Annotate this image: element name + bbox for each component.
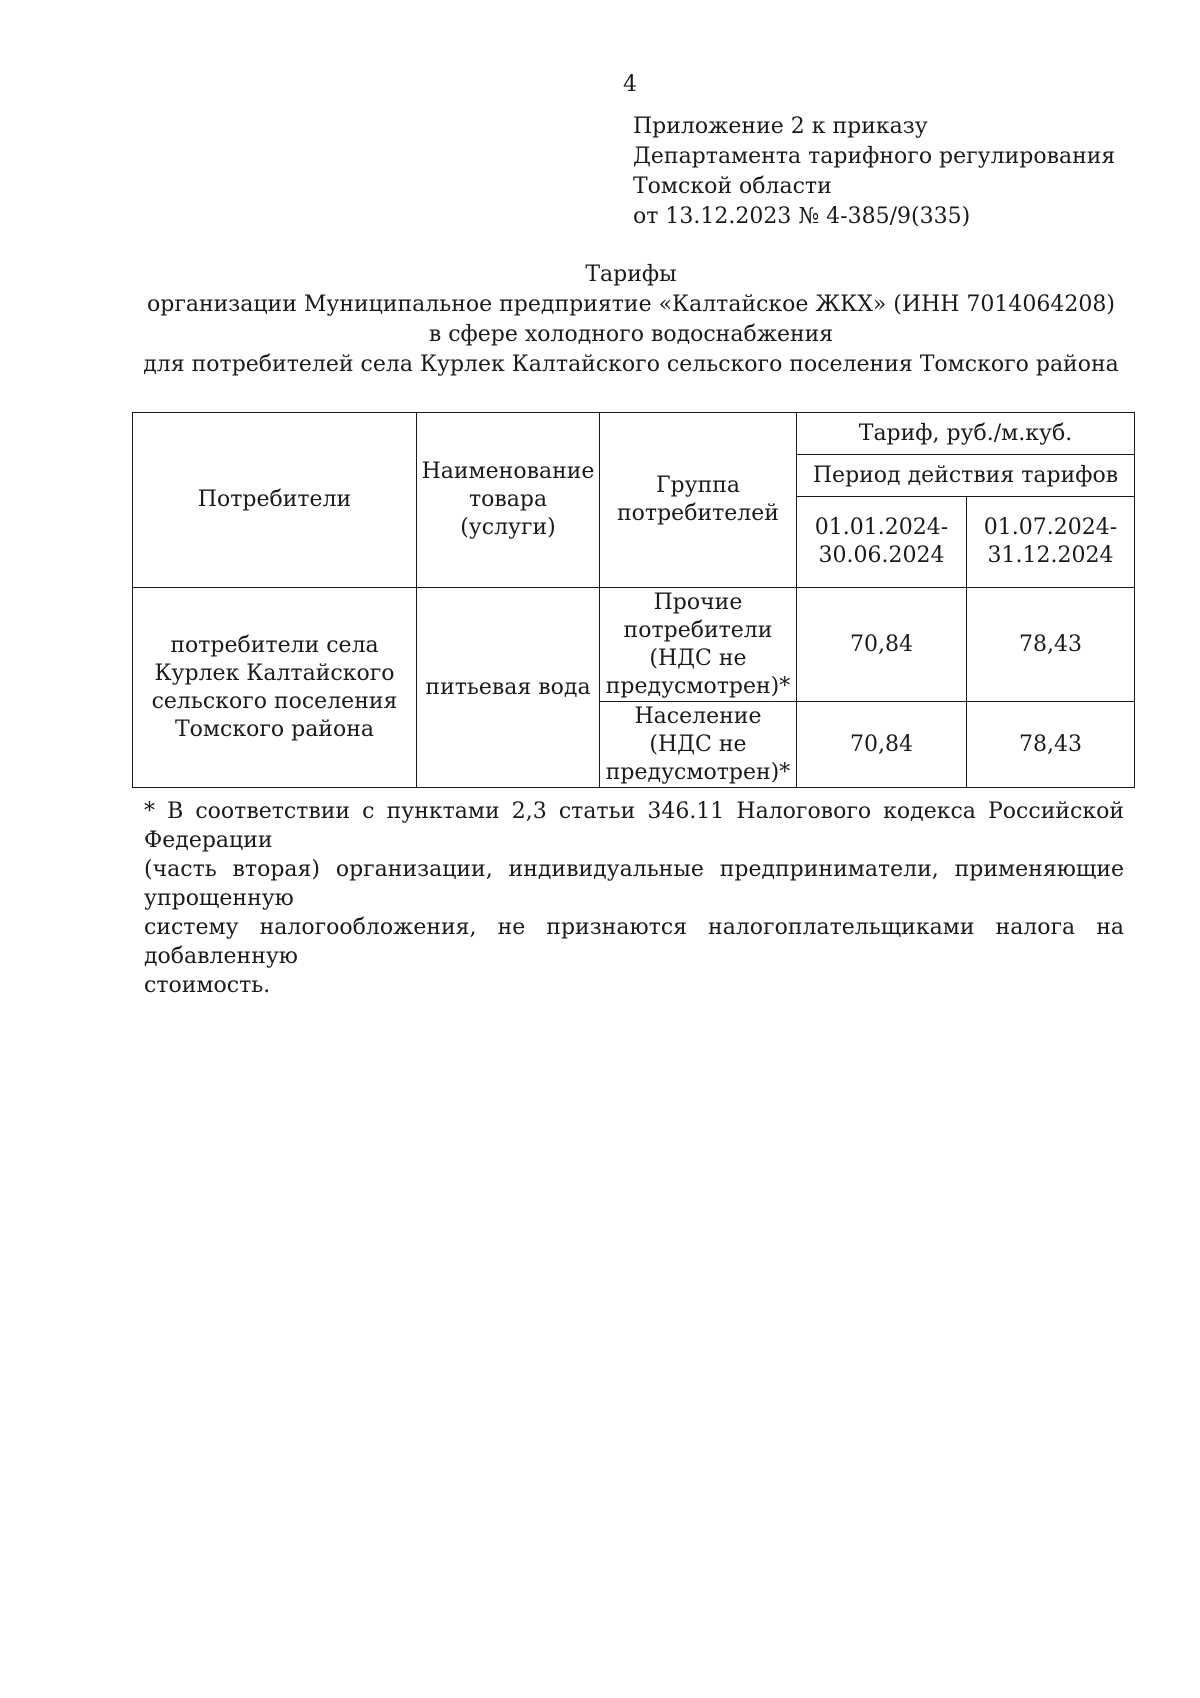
footnote-line: стоимость. bbox=[144, 973, 271, 998]
group-cell-line: (НДС не bbox=[649, 731, 747, 757]
header-period-1-line: 30.06.2024 bbox=[818, 543, 945, 568]
footnote-line: * В соответствии с пунктами 2,3 статьи 346.11 Налогового кодекса Российской Федерации bbox=[144, 799, 1124, 853]
tariff-value: 78,43 bbox=[1019, 631, 1082, 657]
tariff-value: 78,43 bbox=[1019, 731, 1082, 757]
appendix-line: Приложение 2 к приказу bbox=[633, 114, 928, 139]
header-tariff bbox=[797, 413, 1135, 455]
header-group bbox=[600, 413, 797, 588]
title-line: организации Муниципальное предприятие «Калтайское ЖКХ» (ИНН 7014064208) bbox=[147, 292, 1115, 317]
footnote-line: систему налогообложения, не признаются налогоплательщиками налога на добавленную bbox=[144, 915, 1124, 969]
header-period-1 bbox=[797, 497, 967, 588]
document-title bbox=[132, 260, 1130, 380]
tariff-value-cell bbox=[967, 702, 1135, 788]
footnote bbox=[144, 797, 1124, 1000]
group-cell-line: Прочие bbox=[653, 589, 743, 615]
appendix-line: от 13.12.2023 № 4-385/9(335) bbox=[633, 204, 971, 229]
header-product-line: Наименование bbox=[421, 459, 595, 484]
header-period-1-line: 01.01.2024- bbox=[814, 515, 949, 540]
product-cell-label: питьевая вода bbox=[425, 674, 591, 700]
header-consumers-label: Потребители bbox=[197, 487, 352, 512]
appendix-header bbox=[633, 112, 1115, 232]
group-cell-line: предусмотрен)* bbox=[605, 673, 791, 699]
header-consumers bbox=[133, 413, 417, 588]
title-line: в сфере холодного водоснабжения bbox=[428, 322, 834, 347]
title-line: Тарифы bbox=[585, 262, 677, 287]
group-cell-line: (НДС не bbox=[649, 645, 747, 671]
tariff-value: 70,84 bbox=[850, 731, 913, 757]
header-period-label: Период действия тарифов bbox=[812, 462, 1119, 488]
tariff-value-cell bbox=[797, 588, 967, 702]
consumers-cell-line: сельского поселения bbox=[151, 688, 398, 714]
title-line: для потребителей села Курлек Калтайского сельского поселения Томского района bbox=[143, 352, 1119, 377]
consumers-cell-line: Томского района bbox=[175, 716, 374, 742]
page-number: 4 bbox=[623, 72, 637, 97]
group-cell-line: предусмотрен)* bbox=[605, 759, 791, 785]
tariff-value: 70,84 bbox=[850, 631, 913, 657]
group-cell-line: потребители bbox=[623, 617, 773, 643]
header-tariff-label: Тариф, руб./м.куб. bbox=[858, 420, 1073, 446]
consumers-cell-line: Курлек Калтайского bbox=[154, 660, 395, 686]
table-header-row bbox=[133, 413, 1135, 455]
header-period-2 bbox=[967, 497, 1135, 588]
header-period-2-line: 01.07.2024- bbox=[983, 515, 1118, 540]
appendix-line: Департамента тарифного регулирования bbox=[633, 144, 1116, 169]
tariff-value-cell bbox=[797, 702, 967, 788]
group-cell bbox=[600, 588, 797, 702]
tariff-table bbox=[132, 412, 1135, 788]
tariff-value-cell bbox=[967, 588, 1135, 702]
footnote-line: (часть вторая) организации, индивидуальные предприниматели, применяющие упрощенную bbox=[144, 857, 1124, 911]
consumers-cell bbox=[133, 588, 417, 788]
consumers-cell-line: потребители села bbox=[170, 632, 379, 658]
header-product bbox=[417, 413, 600, 588]
group-cell bbox=[600, 702, 797, 788]
group-cell-line: Население bbox=[634, 703, 762, 729]
header-group-line: потребителей bbox=[617, 501, 779, 526]
header-period-2-line: 31.12.2024 bbox=[987, 543, 1114, 568]
header-product-line: товара (услуги) bbox=[460, 487, 556, 540]
appendix-line: Томской области bbox=[633, 174, 832, 199]
product-cell bbox=[417, 588, 600, 788]
header-group-line: Группа bbox=[655, 473, 741, 498]
table-row bbox=[133, 588, 1135, 702]
header-period bbox=[797, 455, 1135, 497]
